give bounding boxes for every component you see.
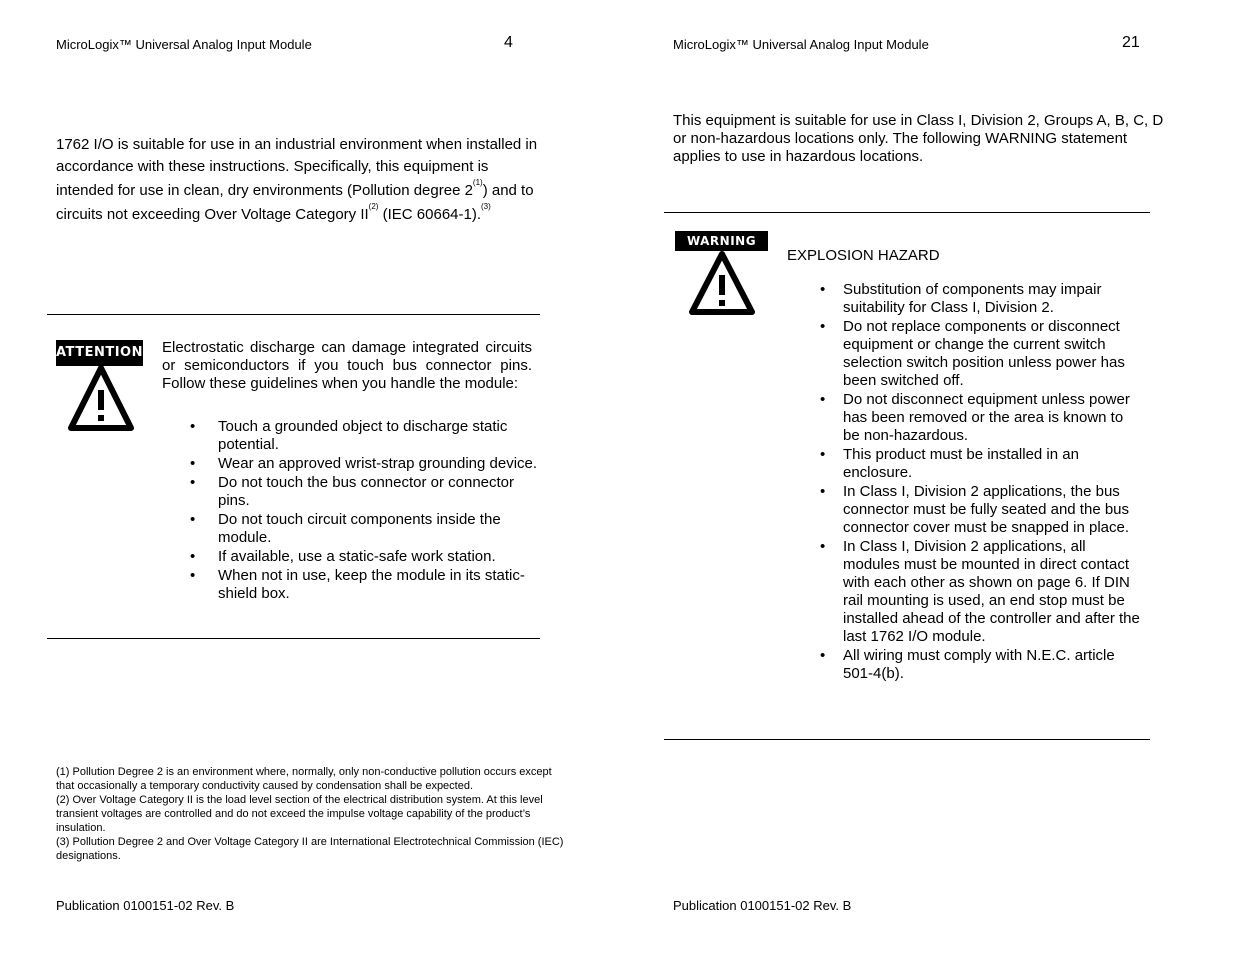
intro-line-3-end: ) and to: [482, 182, 534, 199]
left-intro-paragraph: [56, 134, 576, 226]
attention-badge: ATTENTION: [56, 340, 143, 366]
bullet-text: Wear an approved wrist-strap grounding device.: [218, 455, 538, 472]
intro-line-4: [56, 204, 576, 226]
right-footer: Publication 0100151-02 Rev. B: [673, 898, 852, 913]
footnote-ref-3: (3): [481, 202, 491, 211]
warning-bullet: [820, 538, 1143, 646]
bullet-text: In Class I, Division 2 applications, all modules must be mounted in direct contact with each other as shown on page 6. If DIN rail mounting is used, an end stop must be installed ahead of the controller and after the last 1762 I/O module.: [843, 538, 1140, 645]
warning-badge: WARNING: [675, 231, 768, 251]
bullet-dot: •: [820, 647, 826, 664]
attention-bullet: [190, 511, 538, 547]
footnote-3: (3) Pollution Degree 2 and Over Voltage Category II are International Electrotechnical Commission (IEC) designations.: [56, 836, 564, 862]
right-page-number: 21: [1122, 34, 1140, 51]
warning-bullet: [820, 446, 1143, 482]
warning-bullet: [820, 318, 1143, 390]
bullet-text: If available, use a static-safe work station.: [218, 548, 496, 565]
bullet-text: Do not touch circuit components inside the module.: [218, 511, 501, 546]
attention-bullet: [190, 567, 538, 603]
warning-top-rule: [664, 212, 1150, 213]
attention-bullet: [190, 548, 538, 566]
warning-bottom-rule: [664, 739, 1150, 740]
right-intro-paragraph: This equipment is suitable for use in Class I, Division 2, Groups A, B, C, D or non-hazardous locations only. The following WARNING statement applies to use in hazardous locations.: [673, 112, 1164, 165]
footnote-ref-1: (1): [472, 178, 483, 187]
bullet-text: Do not replace components or disconnect equipment or change the current switch selection switch position unless power has been switched off.: [843, 318, 1125, 389]
bullet-text: In Class I, Division 2 applications, the bus connector must be fully seated and the bus connector cover must be snapped in place.: [843, 483, 1130, 536]
bullet-dot: •: [190, 418, 196, 435]
intro-line-4-text: circuits not exceeding Over Voltage Category II: [56, 206, 369, 223]
intro-line-1: 1762 I/O is suitable for use in an industrial environment when installed in: [56, 136, 538, 153]
attention-warning-triangle-icon: [67, 364, 135, 434]
bullet-text: This product must be installed in an enclosure.: [843, 446, 1079, 481]
bullet-text: All wiring must comply with N.E.C. article 501-4(b).: [843, 647, 1115, 682]
bullet-dot: •: [190, 455, 196, 472]
bullet-text: Substitution of components may impair suitability for Class I, Division 2.: [843, 281, 1102, 316]
bullet-dot: •: [820, 318, 826, 335]
footnotes: [56, 765, 566, 863]
warning-bullet: [820, 281, 1143, 317]
left-footer: Publication 0100151-02 Rev. B: [56, 898, 235, 913]
left-header-title: MicroLogix™ Universal Analog Input Module: [56, 37, 312, 52]
warning-bullet: [820, 391, 1143, 445]
bullet-dot: •: [190, 567, 196, 584]
warning-bullet-list: [820, 281, 1143, 684]
attention-top-rule: [47, 314, 540, 315]
attention-bullet: [190, 474, 538, 510]
bullet-text: Do not touch the bus connector or connector pins.: [218, 474, 515, 509]
intro-line-4-end: (IEC 60664-1).: [378, 206, 481, 223]
bullet-text: Touch a grounded object to discharge static potential.: [218, 418, 508, 453]
bullet-dot: •: [190, 474, 196, 491]
bullet-text: When not in use, keep the module in its static-shield box.: [218, 567, 525, 602]
bullet-dot: •: [820, 446, 826, 463]
intro-line-2: accordance with these instructions. Specifically, this equipment is: [56, 158, 489, 175]
intro-line-3-text: intended for use in clean, dry environments (Pollution degree 2: [56, 182, 473, 199]
bullet-dot: •: [820, 391, 826, 408]
bullet-dot: •: [820, 281, 826, 298]
bullet-dot: •: [820, 538, 826, 555]
intro-line-3: [56, 180, 576, 202]
bullet-text: Do not disconnect equipment unless power has been removed or the area is known to be non-hazardous.: [843, 391, 1130, 444]
footnote-2: (2) Over Voltage Category II is the load level section of the electrical distribution system. At this level transient voltages are controlled and do not exceed the impulse voltage capability of the product’s insulation.: [56, 794, 543, 834]
footnote-1: (1) Pollution Degree 2 is an environment where, normally, only non-conductive pollution occurs except that occasionally a temporary conductivity caused by condensation shall be expected.: [56, 766, 552, 792]
left-page-number: 4: [504, 34, 513, 51]
warning-title: EXPLOSION HAZARD: [787, 247, 940, 264]
attention-bullet: [190, 418, 538, 454]
right-header-title: MicroLogix™ Universal Analog Input Module: [673, 37, 929, 52]
warning-triangle-icon: [688, 250, 756, 318]
bullet-dot: •: [190, 548, 196, 565]
attention-text: Electrostatic discharge can damage integrated circuits or semiconductors if you touch bus connector pins. Follow these guidelines when you handle the module:: [162, 339, 532, 392]
attention-bullet-list: [190, 418, 538, 604]
attention-bottom-rule: [47, 638, 540, 639]
attention-bullet: [190, 455, 538, 473]
warning-bullet: [820, 483, 1143, 537]
bullet-dot: •: [190, 511, 196, 528]
bullet-dot: •: [820, 483, 826, 500]
footnote-ref-2: (2): [368, 202, 379, 211]
warning-bullet: [820, 647, 1143, 683]
